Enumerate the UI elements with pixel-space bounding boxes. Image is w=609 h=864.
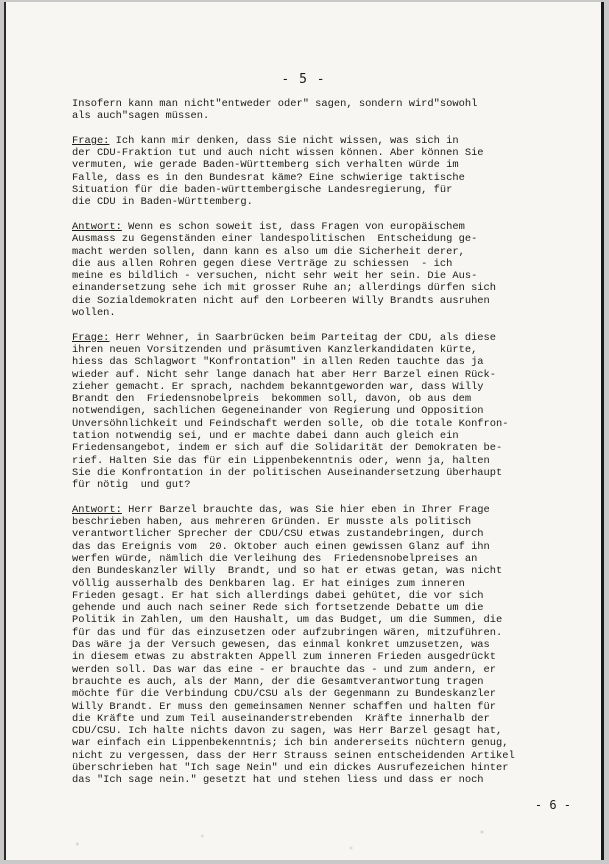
line-text: werfen würde, nämlich die Verleihung des Friedensnobelpreises an: [72, 552, 478, 565]
text-line: [72, 504, 598, 516]
text-line: [72, 233, 598, 245]
line-text: Das wäre ja der Versuch gewesen, das einmal konkret umzusetzen, was: [72, 639, 490, 652]
speaker-label: Antwort:: [72, 503, 122, 516]
text-line: [72, 774, 598, 786]
line-text: die Sozialdemokraten nicht auf den Lorbeeren Willy Brandts ausruhen: [72, 294, 490, 307]
line-text: rief. Halten Sie das für ein Lippenbekenntnis oder, wenn ja, halten: [72, 454, 490, 467]
line-text: wieder auf. Nicht sehr lange danach hat aber Herr Barzel einen Rück-: [72, 368, 497, 381]
paragraph-gap: [72, 319, 598, 331]
line-text: den Bundeskanzler Willy Brandt, und so hat er etwas getan, was nicht: [72, 565, 503, 578]
text-line: [72, 172, 598, 184]
text-line: [72, 725, 598, 737]
line-text: als auch"sagen müssen.: [72, 110, 210, 123]
speaker-label: Antwort:: [72, 220, 122, 233]
line-text: die CDU in Baden-Württemberg.: [72, 196, 253, 209]
line-text: Herr Barzel brauchte das, was Sie hier eben in Ihrer Frage: [121, 503, 490, 516]
document-page: [4, 2, 604, 860]
answer-paragraph: [72, 221, 598, 319]
text-line: [72, 282, 598, 294]
line-text: Situation für die baden-württembergische Landesregierung, für: [72, 184, 453, 197]
text-line: [72, 442, 598, 454]
text-line: [72, 369, 598, 381]
text-line: [72, 246, 598, 258]
scan-noise: [6, 820, 601, 860]
text-line: [72, 467, 598, 479]
text-line: [72, 135, 598, 147]
text-line: [72, 651, 598, 663]
line-text: Ausmass zu Gegenständen einer landespolitischen Entscheidung ge-: [72, 233, 478, 246]
text-line: [72, 356, 598, 368]
text-line: [72, 344, 598, 356]
text-line: [72, 430, 598, 442]
text-paragraph: [72, 98, 598, 123]
line-text: Brandt den Friedensnobelpreis bekommen soll, davon, ob aus dem: [72, 393, 472, 406]
line-text: nicht zu vergessen, dass der Herr Strauss seinen entscheidenden Artikel: [72, 749, 515, 762]
text-line: [72, 541, 598, 553]
text-line: [72, 307, 598, 319]
line-text: war einfach ein Lippenbekenntnis; ich bin andererseits nüchtern genug,: [72, 737, 509, 750]
text-line: [72, 295, 598, 307]
line-text: zieher gemacht. Er sprach, nachdem bekanntgeworden war, dass Willy: [72, 380, 484, 393]
paragraph-gap: [72, 123, 598, 135]
text-line: [72, 516, 598, 528]
line-text: werden soll. Das war das eine - er brauchte das - und zum andern, er: [72, 663, 497, 676]
line-text: Insofern kann man nicht"entweder oder" sagen, sondern wird"sowohl: [72, 98, 478, 110]
paragraph-gap: [72, 209, 598, 221]
text-line: [72, 455, 598, 467]
line-text: macht werden sollen, dann kann es also um die Sicherheit derer,: [72, 245, 465, 258]
text-line: [72, 184, 598, 196]
text-line: [72, 602, 598, 614]
line-text: vermuten, wie gerade Baden-Württemberg sich verhalten würde im: [72, 159, 459, 172]
question-paragraph: [72, 135, 598, 209]
text-line: [72, 270, 598, 282]
line-text: einandersetzung sehe ich mit grosser Ruhe an; allerdings dürfen sich: [72, 282, 497, 295]
line-text: Frieden gesagt. Er hat sich allerdings dabei gehütet, die vor sich: [72, 589, 484, 602]
text-line: [72, 258, 598, 270]
text-line: [72, 737, 598, 749]
line-text: die Kräfte und zum Teil auseinanderstrebenden Kräfte innerhalb der: [72, 712, 490, 725]
line-text: Willy Brandt. Er muss den gemeinsamen Nenner schaffen und halten für: [72, 700, 497, 713]
text-line: [72, 676, 598, 688]
text-line: [72, 393, 598, 405]
line-text: Herr Wehner, in Saarbrücken beim Parteitag der CDU, als diese: [109, 331, 497, 344]
line-text: tation notwendig sei, und er machte dabei dann auch gleich ein: [72, 430, 459, 443]
speaker-label: Frage:: [72, 331, 110, 344]
text-line: [72, 701, 598, 713]
text-line: [72, 159, 598, 171]
line-text: Friedensangebot, indem er sich auf die Solidarität der Demokraten be-: [72, 442, 503, 455]
line-text: für das und für das einzusetzen oder aufzubringen wären, mitzuführen.: [72, 626, 503, 639]
paragraph-gap: [72, 492, 598, 504]
line-text: beschrieben haben, aus mehreren Gründen. Er musste als politisch: [72, 516, 472, 529]
line-text: ihren neuen Vorsitzenden und präsumtiven Kanzlerkandidaten kürte,: [72, 343, 478, 356]
text-line: [72, 196, 598, 208]
line-text: brauchte es auch, als der Mann, der die Gesamtverantwortung tragen: [72, 675, 484, 688]
speaker-label: Frage:: [72, 134, 110, 147]
page-number: - 5 -: [281, 72, 326, 87]
text-line: [72, 614, 598, 626]
line-text: Politik in Zahlen, um den Haushalt, um das Budget, um die Summen, die: [72, 614, 503, 627]
line-text: in diesem etwas zu abstrakten Appell zum inneren Frieden ausgedrückt: [72, 651, 497, 664]
text-line: [72, 627, 598, 639]
line-text: Ich kann mir denken, dass Sie nicht wissen, was sich in: [109, 134, 459, 147]
text-line: [72, 762, 598, 774]
text-line: [72, 405, 598, 417]
line-text: gehende und auch nach seiner Rede sich fortsetzende Debatte um die: [72, 602, 484, 615]
line-text: verantwortlicher Sprecher der CDU/CSU etwas zustandebringen, durch: [72, 528, 484, 541]
text-line: [72, 147, 598, 159]
text-line: [72, 553, 598, 565]
text-line: [72, 639, 598, 651]
text-line: [72, 479, 598, 491]
text-line: [72, 381, 598, 393]
line-text: der CDU-Fraktion tut und auch nicht wissen können. Aber können Sie: [72, 147, 484, 160]
text-line: [72, 713, 598, 725]
text-line: [72, 578, 598, 590]
line-text: Falle, dass es in den Bundesrat käme? Eine schwierige taktische: [72, 171, 465, 184]
line-text: meine es bildlich - versuchen, nicht sehr weit her sein. Die Aus-: [72, 270, 478, 283]
document-body: [72, 98, 598, 787]
line-text: möchte für die Verbindung CDU/CSU als der Gegenmann zu Bundeskanzler: [72, 688, 497, 701]
line-text: hiess das Schlagwort "Konfrontation" in allen Reden tauchte das ja: [72, 356, 484, 369]
question-paragraph: [72, 332, 598, 492]
text-line: [72, 221, 598, 233]
answer-paragraph: [72, 504, 598, 787]
line-text: Wenn es schon soweit ist, dass Fragen von europäischem: [121, 220, 465, 233]
text-line: [72, 750, 598, 762]
line-text: CDU/CSU. Ich halte nichts davon zu sagen, was Herr Barzel gesagt hat,: [72, 725, 503, 738]
line-text: wollen.: [72, 307, 116, 320]
text-line: [72, 332, 598, 344]
line-text: Unversöhnlichkeit und Feindschaft werden solle, ob die totale Konfron-: [72, 417, 509, 430]
line-text: die aus allen Rohren gegen diese Verträge zu schiessen - ich: [72, 257, 453, 270]
next-page-marker: - 6 -: [534, 798, 571, 812]
line-text: für nötig und gut?: [72, 479, 191, 492]
line-text: notwendigen, sachlichen Gegeneinander von Regierung und Opposition: [72, 405, 484, 418]
line-text: Sie die Konfrontation in der politischen Auseinandersetzung überhaupt: [72, 466, 503, 479]
text-line: [72, 418, 598, 430]
text-line: [72, 688, 598, 700]
text-line: [72, 590, 598, 602]
text-line: [72, 110, 598, 122]
text-line: [72, 98, 598, 110]
line-text: das das Ereignis vom 20. Oktober auch einen gewissen Glanz auf ihn: [72, 540, 490, 553]
text-line: [72, 565, 598, 577]
text-line: [72, 664, 598, 676]
line-text: das "Ich sage nein." gesetzt hat und stehen liess und dass er noch: [72, 774, 484, 787]
line-text: völlig ausserhalb des Denkbaren lag. Er hat einiges zum inneren: [72, 577, 465, 590]
text-line: [72, 528, 598, 540]
line-text: überschrieben hat "Ich sage Nein" und ein dickes Ausrufezeichen hinter: [72, 762, 509, 775]
